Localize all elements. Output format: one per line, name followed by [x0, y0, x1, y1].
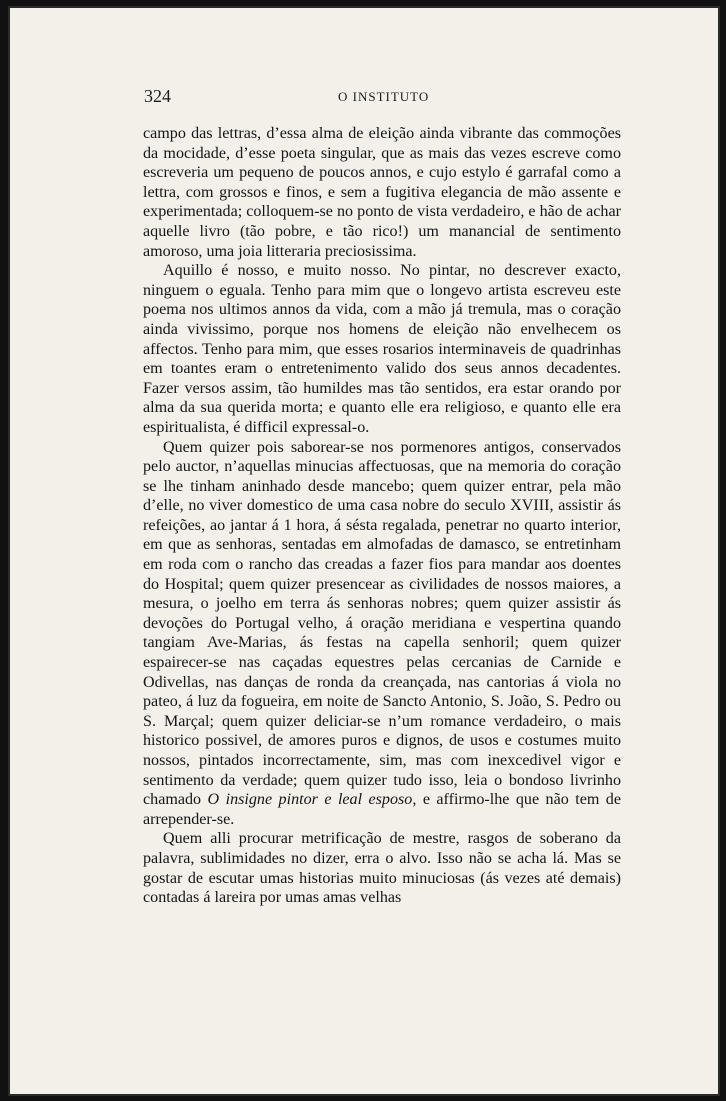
paragraph-3-text-after: e affirmo-lhe que não tem de arrepender-se.: [143, 791, 621, 828]
paragraph-1: campo das lettras, d’essa alma de eleição ainda vibrante das commoções da mocidade, d’esse poeta singular, que as mais das vezes escreve como escreveria um pequeno de poucos annos, e cujo estylo é garrafal como a lettra, com grossos e finos, e sem a fugitiva elegancia de mão assente e experimentada; colloquem-se no ponto de vista verdadeiro, e hão de achar aquelle livro (tão pobre, e tão rico!) um manancial de sentimento amoroso, uma joia litteraria preciosissima.: [143, 125, 621, 260]
page-header: [144, 86, 630, 110]
paragraph-3: [143, 438, 621, 830]
book-title-italic: O insigne pintor e leal esposo,: [207, 791, 417, 809]
paragraph-4: Quem alli procurar metrificação de mestre, rasgos de soberano da palavra, sublimidades no dizer, erra o alvo. Isso não se acha lá. Mas se gostar de escutar umas historias muito minuciosas (ás vezes até demais) contadas á lareira por umas amas velhas: [143, 830, 621, 907]
running-title: O INSTITUTO: [338, 89, 430, 104]
paragraph-3-text-before: Quem quizer pois saborear-se nos pormenores antigos, conservados pelo auctor, n’aquellas minucias affectuosas, que na memoria do coração se lhe tinham aninhado desde mancebo; quem quizer entrar, pela mão d’elle, no viver domestico de uma casa nobre do seculo XVIII, assistir ás refeições, ao jantar á 1 hora, á sésta regalada, penetrar no quarto interior, em que as senhoras, sentadas em almofadas de damasco, se entretinham em roda com o rancho das creadas a fazer fios para mandar aos doentes do Hospital; quem quizer presencear as civilidades de nossos maiores, a mesura, o joelho em terra ás senhoras nobres; quem quizer assistir ás devoções do Portugal velho, á oração meridiana e vespertina quando tangiam Ave-Marias, ás festas na capella senhoril; quem quizer espairecer-se nas caçadas equestres pelas cercanias de Carnide e Odivellas, nas danças de ronda da creançada, nas cantorias á viola no pateo, á luz da fogueira, em noite de Sancto Antonio, S. João, S. Pedro ou S. Marçal; quem quizer deliciar-se n’um romance verdadeiro, o mais historico possivel, de amores puros e dignos, de usos e costumes muito nossos, pintados incorrectamente, sim, mas com inexcedivel vigor e sentimento da verdade; quem quizer tudo isso, leia o bondoso livrinho chamado: [143, 438, 621, 809]
body-text: [143, 124, 621, 908]
page-number: 324: [144, 86, 171, 106]
paragraph-2: Aquillo é nosso, e muito nosso. No pintar, no descrever exacto, ninguem o eguala. Tenho para mim que o longevo artista escreveu este poema nos ultimos annos da vida, com a mão já tremula, mas o coração ainda vivissimo, porque nos homens de eleição não envelhecem os affectos. Tenho para mim, que esses rosarios interminaveis de quadrinhas em toantes eram o entretenimento valido dos seus annos decadentes. Fazer versos assim, tão humildes mas tão sentidos, era estar orando por alma da sua querida morta; e quanto elle era religioso, e quanto elle era espiritualista, é difficil expressal-o.: [143, 262, 621, 436]
